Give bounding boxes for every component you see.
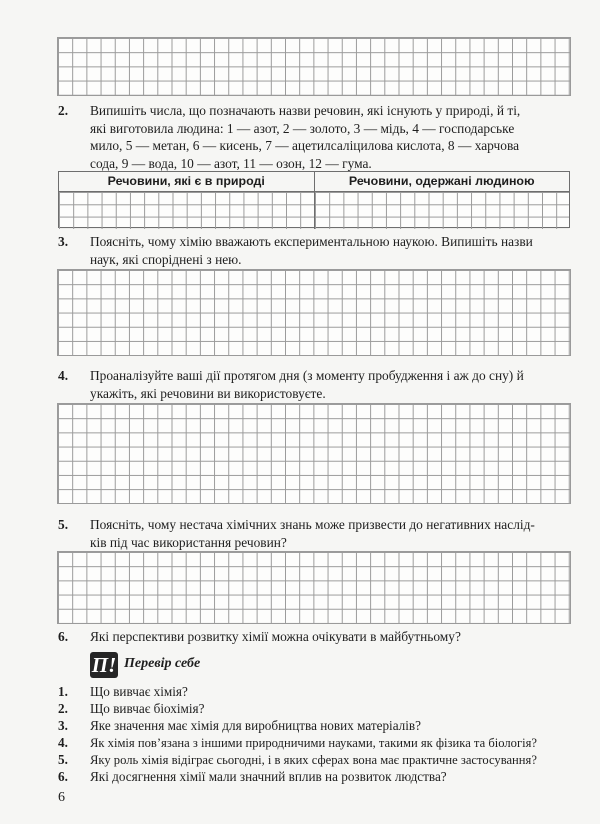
task-number: 4.	[58, 368, 69, 383]
task-text: Проаналізуйте ваші дії протягом дня (з моменту пробудження і аж до сну) й укажіть, які речовини ви використовуєте.	[90, 368, 524, 401]
task-text: Які перспективи розвитку хімії можна очікувати в майбутньому?	[90, 629, 461, 644]
column-natural-substances: Речовини, які є в природі	[107, 174, 265, 188]
check-yourself-title: Перевір себе	[124, 656, 201, 671]
task-number: 6.	[58, 629, 69, 644]
task-6	[58, 628, 570, 646]
task-text: Поясніть, чому хімію вважають експериментальною наукою. Випишіть назви наук, які споріднені з нею.	[90, 234, 533, 267]
page-number: 6	[58, 790, 65, 805]
answer-grid-task5[interactable]	[58, 552, 570, 623]
task-number: 3.	[58, 234, 69, 249]
natural-substances-answer-cell[interactable]	[59, 192, 314, 229]
task-2	[58, 102, 570, 172]
man-made-substances-answer-cell[interactable]	[314, 192, 570, 229]
answer-grid-task3[interactable]	[58, 270, 570, 355]
task-number: 5.	[58, 517, 69, 532]
task-4	[58, 367, 570, 402]
task-text: Випишіть числа, що позначають назви речовин, які існують у природі, й ті, які виготовила людина: 1 — азот, 2 — золото, 3 — мідь, 4 — господарське мило, 5 — метан, 6 — кисень, 7 — ацетилсаліцилова кислота, 8 — харчова сода, 9 — вода, 10 — азот, 11 — озон, 12 — гума.	[90, 103, 521, 171]
table-body-row	[59, 192, 569, 229]
task-text: Поясніть, чому нестача хімічних знань може призвести до негативних наслід- ків під час використання речовин?	[90, 517, 535, 550]
task-3	[58, 233, 570, 268]
answer-grid-task4[interactable]	[58, 404, 570, 503]
task-5	[58, 516, 570, 551]
column-man-made-substances: Речовини, одержані людиною	[314, 172, 570, 191]
task-number: 2.	[58, 103, 69, 118]
check-yourself-icon: П!	[91, 653, 117, 677]
table-header-row	[59, 172, 569, 192]
substances-table	[58, 171, 570, 228]
answer-grid-task1[interactable]	[58, 38, 570, 95]
